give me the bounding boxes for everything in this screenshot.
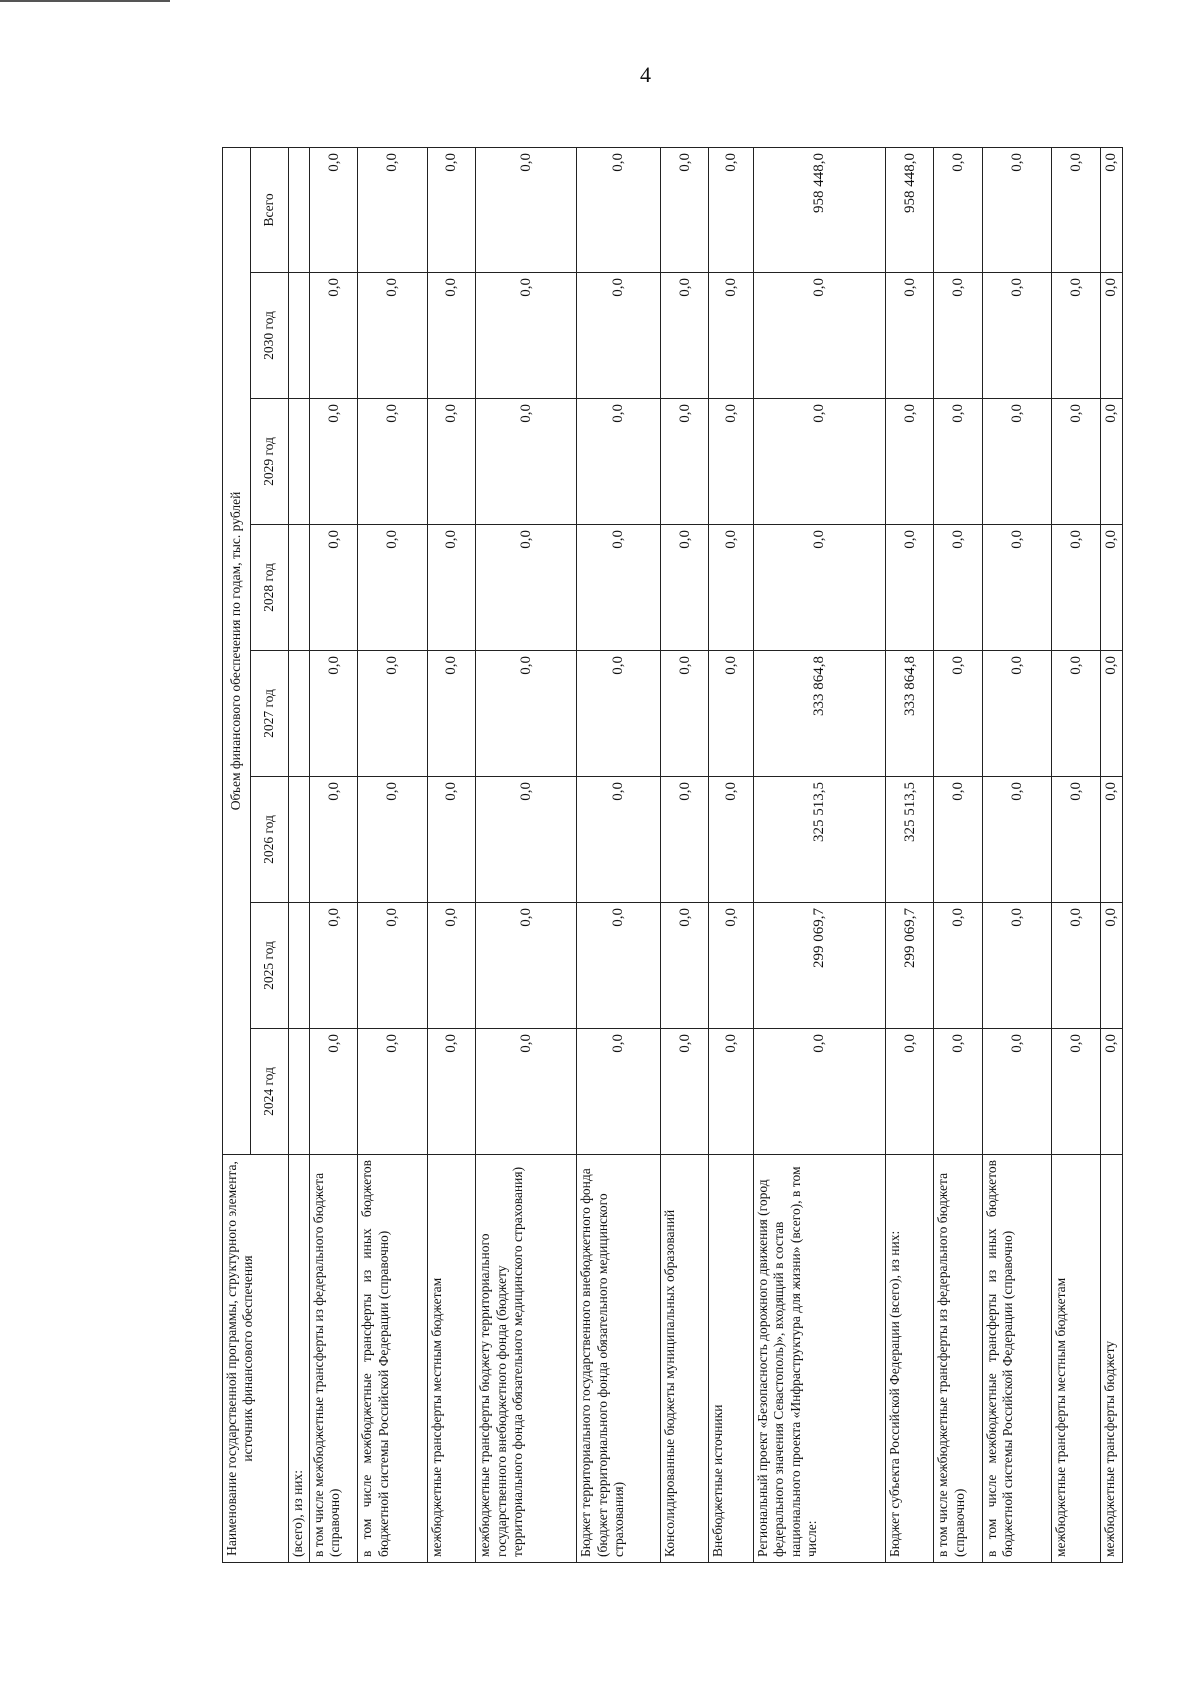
value-cell: 0,0: [1052, 525, 1100, 651]
row-name-cell: межбюджетные трансферты местным бюджетам: [1052, 1155, 1100, 1563]
value-cell: 0,0: [427, 525, 475, 651]
value-cell: 0,0: [753, 525, 885, 651]
value-cell: 0,0: [661, 903, 709, 1029]
value-cell: 0,0: [1100, 651, 1122, 777]
value-cell: [289, 525, 310, 651]
value-cell: 0,0: [709, 273, 753, 399]
value-cell: 0,0: [358, 273, 427, 399]
header-year-2027: 2027 год: [251, 651, 289, 777]
value-cell: 0,0: [934, 273, 982, 399]
value-cell: 0,0: [358, 777, 427, 903]
value-cell: 0,0: [709, 147, 753, 272]
row-name-cell: в том числе межбюджетные трансферты из иных бюджетов бюджетной системы Российской Федерации (справочно): [358, 1155, 427, 1563]
value-cell: 0,0: [661, 399, 709, 525]
value-cell: 0,0: [934, 903, 982, 1029]
value-cell: 0,0: [934, 399, 982, 525]
value-cell: 0,0: [427, 777, 475, 903]
value-cell: 0,0: [1100, 903, 1122, 1029]
value-cell: 0,0: [310, 399, 358, 525]
value-cell: 0,0: [1052, 399, 1100, 525]
value-cell: 0,0: [358, 1029, 427, 1155]
value-cell: 0,0: [709, 777, 753, 903]
value-cell: [289, 1029, 310, 1155]
value-cell: 0,0: [982, 1029, 1051, 1155]
value-cell: [289, 147, 310, 272]
row-name-cell: межбюджетные трансферты бюджету: [1100, 1155, 1122, 1563]
value-cell: 0,0: [310, 1029, 358, 1155]
value-cell: 0,0: [1100, 1029, 1122, 1155]
value-cell: 0,0: [310, 273, 358, 399]
value-cell: 0,0: [476, 651, 577, 777]
value-cell: 958 448,0: [886, 147, 934, 272]
value-cell: 0,0: [577, 651, 661, 777]
value-cell: 0,0: [886, 525, 934, 651]
table-row: [1100, 147, 1122, 1562]
header-group-title: Объем финансового обеспечения по годам, тыс. рублей: [223, 147, 251, 1154]
value-cell: 0,0: [709, 903, 753, 1029]
table-row: [310, 147, 358, 1562]
value-cell: 0,0: [476, 903, 577, 1029]
table-row: [886, 147, 934, 1562]
value-cell: 0,0: [1100, 525, 1122, 651]
value-cell: 0,0: [982, 651, 1051, 777]
value-cell: 0,0: [1100, 273, 1122, 399]
value-cell: 0,0: [310, 777, 358, 903]
value-cell: 0,0: [1052, 651, 1100, 777]
header-total: Всего: [251, 147, 289, 272]
value-cell: 0,0: [577, 399, 661, 525]
value-cell: 0,0: [476, 1029, 577, 1155]
value-cell: 0,0: [310, 903, 358, 1029]
table-row: [661, 147, 709, 1562]
table-row: [753, 147, 885, 1562]
top-rule: [0, 0, 170, 2]
value-cell: 0,0: [661, 273, 709, 399]
financing-table: [222, 147, 1123, 1563]
row-name-cell: в том числе межбюджетные трансферты из федерального бюджета (справочно): [310, 1155, 358, 1563]
value-cell: 0,0: [577, 525, 661, 651]
value-cell: 0,0: [934, 525, 982, 651]
value-cell: 0,0: [476, 147, 577, 272]
page-number: 4: [640, 62, 651, 87]
row-name-cell: Бюджет территориального государственного внебюджетного фонда (бюджет территориального фонда обязательного медицинского страхования): [577, 1155, 661, 1563]
value-cell: 0,0: [476, 399, 577, 525]
value-cell: 0,0: [753, 1029, 885, 1155]
value-cell: 0,0: [934, 777, 982, 903]
value-cell: [289, 777, 310, 903]
header-year-2029: 2029 год: [251, 399, 289, 525]
table-row: [358, 147, 427, 1562]
value-cell: 0,0: [1052, 147, 1100, 272]
value-cell: 325 513,5: [753, 777, 885, 903]
row-name-cell: в том числе межбюджетные трансферты из иных бюджетов бюджетной системы Российской Федерации (справочно): [982, 1155, 1051, 1563]
row-name-cell: межбюджетные трансферты бюджету территориального государственного внебюджетного фонда (бюджету территориального фонда обязательного медицинского страхования): [476, 1155, 577, 1563]
value-cell: 0,0: [982, 399, 1051, 525]
value-cell: 0,0: [577, 1029, 661, 1155]
value-cell: 0,0: [577, 903, 661, 1029]
value-cell: 299 069,7: [886, 903, 934, 1029]
value-cell: 0,0: [1052, 273, 1100, 399]
value-cell: 0,0: [982, 525, 1051, 651]
value-cell: 0,0: [310, 147, 358, 272]
table-row: [577, 147, 661, 1562]
table-row: [476, 147, 577, 1562]
value-cell: 0,0: [427, 651, 475, 777]
table-row: [289, 147, 310, 1562]
value-cell: 0,0: [886, 399, 934, 525]
value-cell: 0,0: [661, 1029, 709, 1155]
value-cell: 0,0: [476, 525, 577, 651]
value-cell: 0,0: [982, 777, 1051, 903]
value-cell: 0,0: [982, 147, 1051, 272]
value-cell: 0,0: [476, 273, 577, 399]
value-cell: 0,0: [886, 1029, 934, 1155]
header-row-top: [223, 147, 251, 1562]
header-year-2026: 2026 год: [251, 777, 289, 903]
table-row: [709, 147, 753, 1562]
value-cell: 0,0: [310, 525, 358, 651]
value-cell: 0,0: [1100, 777, 1122, 903]
value-cell: 333 864,8: [753, 651, 885, 777]
value-cell: 0,0: [427, 903, 475, 1029]
header-year-2028: 2028 год: [251, 525, 289, 651]
table-body: [289, 147, 1123, 1562]
row-name-cell: Региональный проект «Безопасность дорожного движения (город федерального значения Севастополь)», входящий в состав национального проекта «Инфраструктура для жизни» (всего), в том числе:: [753, 1155, 885, 1563]
value-cell: 0,0: [661, 525, 709, 651]
value-cell: 0,0: [886, 273, 934, 399]
value-cell: 0,0: [577, 777, 661, 903]
value-cell: 299 069,7: [753, 903, 885, 1029]
value-cell: 0,0: [661, 651, 709, 777]
value-cell: 0,0: [661, 777, 709, 903]
value-cell: 0,0: [577, 273, 661, 399]
table-row: [1052, 147, 1100, 1562]
value-cell: 0,0: [709, 651, 753, 777]
header-year-2030: 2030 год: [251, 273, 289, 399]
value-cell: 0,0: [709, 525, 753, 651]
value-cell: 325 513,5: [886, 777, 934, 903]
row-name-cell: Внебюджетные источники: [709, 1155, 753, 1563]
value-cell: 0,0: [427, 147, 475, 272]
value-cell: 0,0: [358, 651, 427, 777]
value-cell: 0,0: [934, 651, 982, 777]
value-cell: 0,0: [476, 777, 577, 903]
row-name-cell: (всего), из них:: [289, 1155, 310, 1563]
value-cell: 0,0: [753, 399, 885, 525]
financing-table-rotated: [222, 148, 1123, 1563]
value-cell: 0,0: [709, 399, 753, 525]
value-cell: 0,0: [934, 147, 982, 272]
row-name-cell: межбюджетные трансферты местным бюджетам: [427, 1155, 475, 1563]
value-cell: 0,0: [1100, 399, 1122, 525]
table-row: [427, 147, 475, 1562]
value-cell: 0,0: [1100, 147, 1122, 272]
value-cell: 0,0: [427, 273, 475, 399]
value-cell: 0,0: [661, 147, 709, 272]
value-cell: [289, 903, 310, 1029]
value-cell: 0,0: [982, 903, 1051, 1029]
value-cell: 0,0: [934, 1029, 982, 1155]
header-name-cell: Наименование государственной программы, структурного элемента, источник финансового обеспечения: [223, 1155, 289, 1563]
row-name-cell: Бюджет субъекта Российской Федерации (всего), из них:: [886, 1155, 934, 1563]
value-cell: 0,0: [753, 273, 885, 399]
value-cell: [289, 651, 310, 777]
value-cell: 0,0: [1052, 903, 1100, 1029]
value-cell: 0,0: [427, 1029, 475, 1155]
value-cell: 0,0: [358, 147, 427, 272]
value-cell: [289, 273, 310, 399]
value-cell: 0,0: [577, 147, 661, 272]
value-cell: 0,0: [310, 651, 358, 777]
row-name-cell: в том числе межбюджетные трансферты из федерального бюджета (справочно): [934, 1155, 982, 1563]
value-cell: 0,0: [709, 1029, 753, 1155]
value-cell: 0,0: [358, 399, 427, 525]
value-cell: 0,0: [1052, 1029, 1100, 1155]
value-cell: 958 448,0: [753, 147, 885, 272]
value-cell: 0,0: [982, 273, 1051, 399]
header-year-2025: 2025 год: [251, 903, 289, 1029]
value-cell: 0,0: [358, 525, 427, 651]
value-cell: 0,0: [427, 399, 475, 525]
table-row: [982, 147, 1051, 1562]
table-row: [934, 147, 982, 1562]
row-name-cell: Консолидированные бюджеты муниципальных образований: [661, 1155, 709, 1563]
value-cell: 0,0: [358, 903, 427, 1029]
value-cell: [289, 399, 310, 525]
value-cell: 0,0: [1052, 777, 1100, 903]
value-cell: 333 864,8: [886, 651, 934, 777]
header-year-2024: 2024 год: [251, 1029, 289, 1155]
